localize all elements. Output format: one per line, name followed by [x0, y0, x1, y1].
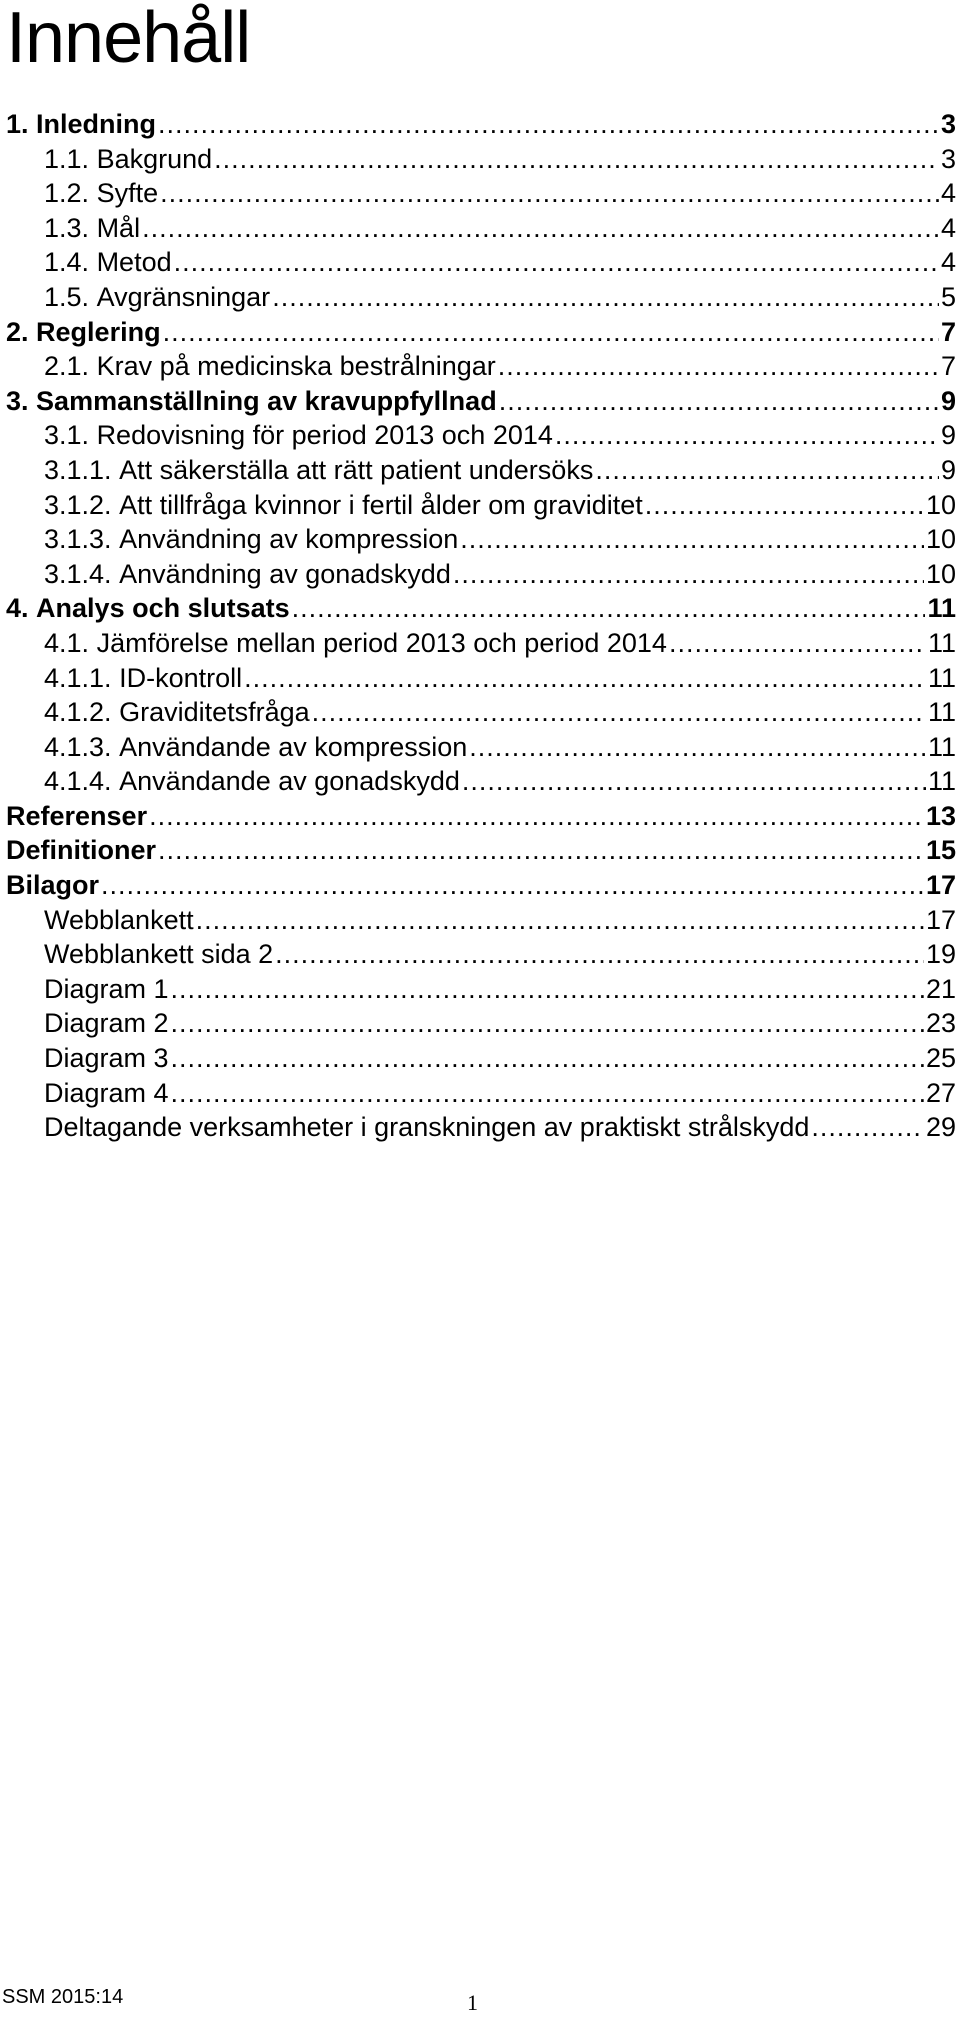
toc-leader-dots: [158, 107, 939, 142]
toc-entry-page: 11: [927, 731, 956, 762]
toc-entry-label: Mål: [96, 212, 141, 243]
toc-entry[interactable]: [6, 626, 956, 661]
toc-entry-page: 4: [940, 212, 956, 243]
toc-leader-dots: [244, 661, 926, 696]
toc-entry[interactable]: [6, 315, 956, 350]
toc-entry[interactable]: [6, 280, 956, 315]
toc-entry-label: Användande av gonadskydd: [119, 766, 460, 797]
toc-entry-label: Sammanställning av kravuppfyllnad: [36, 385, 497, 416]
toc-entry-label: Webblankett sida 2: [44, 939, 274, 970]
toc-entry-label: Att tillfråga kvinnor i fertil ålder om graviditet: [119, 489, 643, 520]
toc-entry[interactable]: [6, 833, 956, 868]
toc-entry[interactable]: [6, 764, 956, 799]
toc-entry-page: 11: [927, 593, 956, 624]
toc-entry-number: 4.: [6, 593, 29, 624]
toc-entry[interactable]: [6, 453, 956, 488]
toc-entry-page: 13: [925, 800, 956, 831]
toc-leader-dots: [174, 245, 939, 280]
toc-leader-dots: [460, 522, 924, 557]
toc-leader-dots: [196, 903, 924, 938]
toc-entry[interactable]: [6, 142, 956, 177]
toc-entry-page: 9: [940, 385, 956, 416]
toc-entry-number: 1.1.: [44, 143, 90, 174]
toc-entry-page: 25: [925, 1043, 956, 1074]
toc-entry-label: Deltagande verksamheter i granskningen av praktiskt strålskydd: [44, 1112, 810, 1143]
toc-entry-label: Användande av kompression: [119, 731, 468, 762]
toc-entry-label: Användning av gonadskydd: [119, 558, 451, 589]
toc-entry-page: 7: [940, 316, 956, 347]
toc-entry-label: Analys och slutsats: [36, 593, 290, 624]
toc-entry-number: 4.1.4.: [44, 766, 112, 797]
toc-leader-dots: [142, 211, 939, 246]
toc-entry[interactable]: [6, 972, 956, 1007]
toc-entry-number: 1.3.: [44, 212, 90, 243]
toc-entry-page: 11: [927, 766, 956, 797]
toc-entry-page: 17: [925, 904, 956, 935]
toc-entry-number: 4.1.3.: [44, 731, 112, 762]
toc-entry-page: 7: [940, 351, 956, 382]
toc-entry-label: Avgränsningar: [96, 281, 271, 312]
toc-entry-label: Att säkerställa att rätt patient undersöks: [119, 454, 594, 485]
toc-entry-page: 23: [925, 1008, 956, 1039]
toc-entry[interactable]: [6, 418, 956, 453]
toc-leader-dots: [171, 1041, 924, 1076]
toc-entry-page: 3: [940, 143, 956, 174]
page-number: 1: [467, 1990, 478, 2015]
toc-entry[interactable]: [6, 661, 956, 696]
toc-leader-dots: [469, 730, 926, 765]
toc-entry[interactable]: [6, 488, 956, 523]
toc-entry-page: 15: [925, 835, 956, 866]
toc-entry-label: Redovisning för period 2013 och 2014: [96, 420, 553, 451]
toc-entry-label: Syfte: [96, 178, 159, 209]
toc-entry-label: Bakgrund: [96, 143, 213, 174]
toc-entry-label: Användning av kompression: [119, 524, 459, 555]
toc-entry[interactable]: [6, 557, 956, 592]
toc-leader-dots: [462, 764, 926, 799]
toc-entry-page: 27: [925, 1077, 956, 1108]
toc-entry-number: 3.1.2.: [44, 489, 112, 520]
toc-entry-page: 17: [925, 870, 956, 901]
toc-entry-label: Diagram 1: [44, 973, 169, 1004]
toc-entry-number: 4.1.2.: [44, 697, 112, 728]
toc-leader-dots: [555, 418, 939, 453]
toc-leader-dots: [214, 142, 939, 177]
table-of-contents: [6, 107, 956, 1145]
toc-entry-page: 4: [940, 178, 956, 209]
toc-entry[interactable]: [6, 903, 956, 938]
toc-entry-label: Referenser: [6, 800, 148, 831]
toc-entry[interactable]: [6, 245, 956, 280]
toc-entry-page: 9: [940, 420, 956, 451]
toc-entry-label: Krav på medicinska bestrålningar: [96, 351, 496, 382]
toc-entry-label: Diagram 4: [44, 1077, 169, 1108]
toc-entry[interactable]: [6, 695, 956, 730]
toc-leader-dots: [101, 868, 924, 903]
toc-entry[interactable]: [6, 799, 956, 834]
toc-leader-dots: [595, 453, 939, 488]
toc-leader-dots: [272, 280, 939, 315]
toc-entry-number: 3.1.3.: [44, 524, 112, 555]
toc-entry-number: 4.1.1.: [44, 662, 112, 693]
toc-leader-dots: [811, 1110, 924, 1145]
toc-leader-dots: [171, 1076, 924, 1111]
toc-leader-dots: [312, 695, 926, 730]
toc-leader-dots: [171, 1006, 924, 1041]
toc-leader-dots: [163, 315, 939, 350]
toc-leader-dots: [275, 937, 924, 972]
toc-entry-label: Reglering: [36, 316, 161, 347]
toc-entry-page: 21: [925, 973, 956, 1004]
toc-entry[interactable]: [6, 1076, 956, 1111]
toc-entry-number: 3.1.1.: [44, 454, 112, 485]
toc-entry-label: Webblankett: [44, 904, 194, 935]
toc-entry-page: 11: [927, 662, 956, 693]
toc-entry-label: Diagram 3: [44, 1043, 169, 1074]
toc-entry-number: 3.1.4.: [44, 558, 112, 589]
toc-entry-page: 10: [925, 558, 956, 589]
toc-entry-number: 3.: [6, 385, 29, 416]
toc-entry-page: 11: [927, 627, 956, 658]
toc-entry-page: 9: [940, 454, 956, 485]
toc-leader-dots: [149, 799, 924, 834]
toc-leader-dots: [645, 488, 924, 523]
toc-entry[interactable]: [6, 211, 956, 246]
toc-entry[interactable]: [6, 1006, 956, 1041]
toc-entry-label: ID-kontroll: [119, 662, 243, 693]
toc-entry-number: 3.1.: [44, 420, 90, 451]
toc-leader-dots: [453, 557, 924, 592]
toc-leader-dots: [499, 384, 939, 419]
toc-entry-page: 11: [927, 697, 956, 728]
toc-entry-label: Diagram 2: [44, 1008, 169, 1039]
toc-entry[interactable]: [6, 107, 956, 142]
toc-leader-dots: [498, 349, 939, 384]
toc-leader-dots: [292, 591, 926, 626]
toc-entry-number: 4.1.: [44, 627, 90, 658]
toc-entry-label: Inledning: [36, 109, 157, 139]
toc-entry-number: 1.2.: [44, 178, 90, 209]
toc-leader-dots: [158, 833, 924, 868]
report-id: SSM 2015:14: [2, 1986, 124, 2008]
toc-entry[interactable]: [6, 176, 956, 211]
toc-entry-number: 1.5.: [44, 281, 90, 312]
toc-entry[interactable]: [6, 349, 956, 384]
toc-entry-page: 10: [925, 524, 956, 555]
toc-leader-dots: [171, 972, 924, 1007]
toc-leader-dots: [669, 626, 926, 661]
page-title: Innehåll: [6, 0, 251, 78]
toc-entry-number: 1.4.: [44, 247, 90, 278]
toc-entry[interactable]: [6, 868, 956, 903]
toc-entry-label: Metod: [96, 247, 172, 278]
toc-entry[interactable]: [6, 522, 956, 557]
toc-entry-page: 29: [925, 1112, 956, 1143]
toc-entry-page: 3: [940, 109, 956, 139]
toc-entry[interactable]: [6, 1041, 956, 1076]
toc-entry-page: 5: [940, 281, 956, 312]
toc-entry-label: Bilagor: [6, 870, 100, 901]
toc-entry-number: 2.1.: [44, 351, 90, 382]
toc-entry-page: 10: [925, 489, 956, 520]
toc-entry[interactable]: [6, 591, 956, 626]
toc-entry-number: 1.: [6, 109, 29, 139]
toc-entry[interactable]: [6, 384, 956, 419]
toc-entry[interactable]: [6, 730, 956, 765]
toc-entry-page: 19: [925, 939, 956, 970]
toc-entry[interactable]: [6, 1110, 956, 1145]
toc-entry-label: Definitioner: [6, 835, 157, 866]
toc-entry-page: 4: [940, 247, 956, 278]
toc-entry-number: 2.: [6, 316, 29, 347]
toc-entry[interactable]: [6, 937, 956, 972]
toc-entry-label: Jämförelse mellan period 2013 och period 2014: [96, 627, 667, 658]
toc-entry-label: Graviditetsfråga: [119, 697, 310, 728]
toc-leader-dots: [160, 176, 939, 211]
